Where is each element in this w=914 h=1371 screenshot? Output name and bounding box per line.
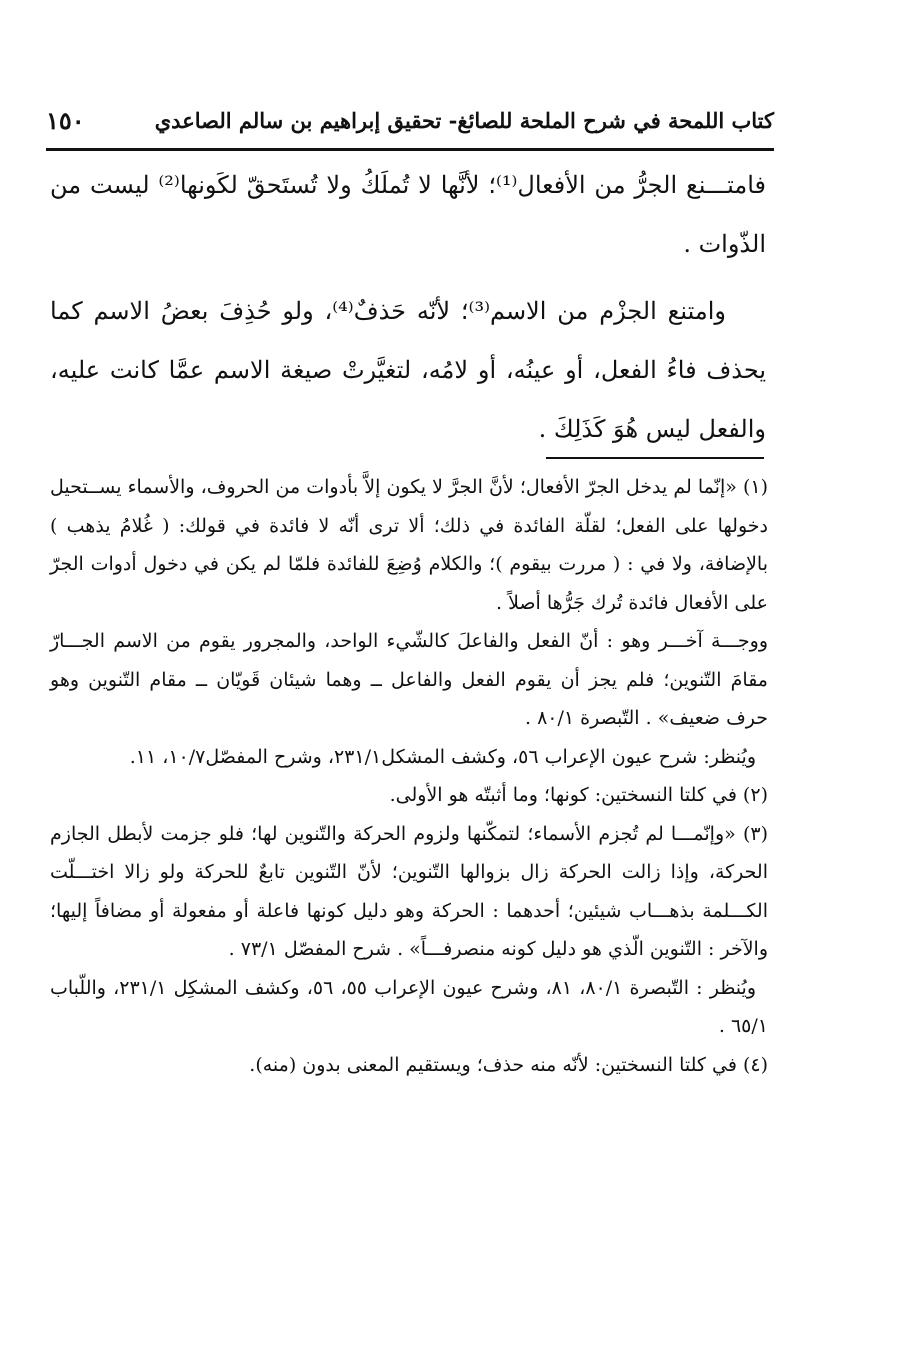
footnote-1: (١) «إنّما لم يدخل الجرّ الأفعال؛ لأنَّ الجرَّ لا يكون إلاَّ بأدوات من الحروف، والأسماء يســتحيل دخولها على الفعل؛ لقلّة الفائدة في ذلك؛ ألا ترى أنّه لا فائدة في قولك: ( غُلامُ يذهب ) بالإضافة، ولا في : ( مررت بيقوم )؛ والكلام وُضِعَ للفائدة فلمّا لم يكن في دخول أدوات الجرّ على الأفعال فائدة تُرك جَرُّها أصلاً . [50, 476, 768, 614]
header-title: كتاب اللمحة في شرح الملحة للصائغ- تحقيق إبراهيم بن سالم الصاعدي [154, 108, 774, 133]
running-header [46, 104, 774, 148]
footnote-1-continuation: ووجـــة آخـــر وهو : أنّ الفعل والفاعلَ كالشّيء الواحد، والمجرور يقوم من الاسم الجـــارّ مقامَ التّنوين؛ فلم يجز أن يقوم الفعل والفاعل ــ وهما شيئان قَويّان ــ مقام التّنوين وهو حرف ضعيف» . التّبصرة ٨٠/١ . [50, 630, 768, 729]
footnote-3-reference: ويُنظر : التّبصرة ٨٠/١، ٨١، وشرح عيون الإعراب ٥٥، ٥٦، وكشف المشكِل ٢٣١/١، واللّباب ٦٥/١ . [50, 976, 768, 1037]
footnote-4: (٤) في كلتا النسختين: لأنّه منه حذف؛ ويستقيم المعنى بدون (منه). [249, 1053, 768, 1076]
footnote-separator [546, 457, 764, 459]
footnote-2: (٢) في كلتا النسختين: كونها؛ وما أثبتّه هو الأولى. [389, 784, 768, 806]
main-paragraph-1: فامتـــنع الجرُّ من الأفعال⁽¹⁾؛ لأنَّها لا تُملَكُ ولا تُستَحقّ لكَونها⁽²⁾ ليست من الذّوات . [50, 171, 766, 258]
main-paragraph-2: وامتنع الجزْم من الاسم⁽³⁾؛ لأنّه حَذفٌ⁽⁴⁾، ولو حُذِفَ بعضُ الاسم كما يحذف فاءُ الفعل، أو عينُه، أو لامُه، لتغيَّرتْ صيغة الاسم عمَّا كانت عليه، والفعل ليس هُوَ كَذَلِكَ . [50, 297, 766, 443]
header-rule [46, 148, 774, 151]
footnotes [50, 468, 768, 1084]
page-number: ١٥٠ [46, 106, 85, 135]
footnote-3: (٣) «وإنّمـــا لم تُجزم الأسماء؛ لتمكّنها ولزوم الحركة والتّنوين لها؛ فلو جزمت لأبطل الجازم الحركة، وإذا زالت الحركة زال بزوالها التّنوين؛ لأنّ التّنوين تابعٌ للحركة ولو زالا اختـــلّت الكـــلمة بذهـــاب شيئين؛ أحدهما : الحركة وهو دليل كونها فاعلة أو مفعولة أو مضافاً إليها؛ والآخر : التّنوين الّذي هو دليل كونه منصرفـــاً» . شرح المفصّل ٧٣/١ . [50, 822, 768, 960]
footnote-1-reference: ويُنظر: شرح عيون الإعراب ٥٦، وكشف المشكل٢٣١/١، وشرح المفصّل١٠/٧، ١١. [129, 745, 756, 768]
main-text [50, 156, 766, 459]
